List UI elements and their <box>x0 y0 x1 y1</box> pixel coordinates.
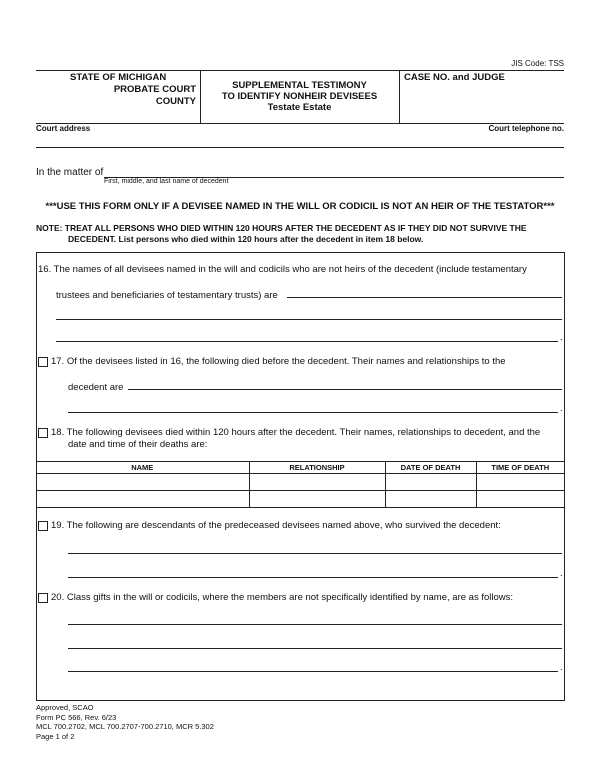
col-header-name: NAME <box>36 462 249 474</box>
item-16-field-line1[interactable] <box>287 297 562 298</box>
item-16-text: 16. The names of all devisees named in the will and codicils who are not heirs of the decedent (include testamentary <box>38 264 527 275</box>
jis-code: JIS Code: TSS <box>511 59 564 68</box>
deaths-table <box>36 461 564 508</box>
footer-form-number: Form PC 566, Rev. 6/23 <box>36 712 117 722</box>
item-16-field-line2[interactable] <box>56 319 562 320</box>
state-label: STATE OF MICHIGAN <box>70 72 167 83</box>
item-20-field-line2[interactable] <box>68 648 562 649</box>
probate-court-label: PROBATE COURT <box>113 84 196 95</box>
item-17-field-line2[interactable] <box>68 412 558 413</box>
footer-statutes: MCL 700.2702, MCL 700.2707-700.2710, MCR 5.302 <box>36 722 214 732</box>
item-18-text-cont: date and time of their deaths are: <box>68 439 208 450</box>
court-address-rule <box>36 147 564 148</box>
item-19-field-line1[interactable] <box>68 553 562 554</box>
item-16-period: . <box>560 332 563 343</box>
form-title-line2: TO IDENTIFY NONHEIR DEVISEES <box>221 91 378 102</box>
form-title <box>200 80 399 113</box>
table-row <box>36 491 564 508</box>
county-label: COUNTY <box>155 96 196 107</box>
item-20-period: . <box>560 662 563 673</box>
note-line1: NOTE: TREAT ALL PERSONS WHO DIED WITHIN 120 HOURS AFTER THE DECEDENT AS IF THEY DID NOT SURVIVE THE <box>36 223 527 233</box>
warning-text: ***USE THIS FORM ONLY IF A DEVISEE NAMED IN THE WILL OR CODICIL IS NOT AN HEIR OF THE TESTATOR*** <box>45 201 555 212</box>
header-top-rule <box>36 70 564 71</box>
header-bottom-rule <box>36 123 564 124</box>
table-row <box>36 474 564 491</box>
name-cell[interactable] <box>36 491 249 508</box>
form-title-line3: Testate Estate <box>267 102 332 113</box>
relationship-cell[interactable] <box>249 474 385 491</box>
footer-approved: Approved, SCAO <box>36 703 94 712</box>
col-header-relationship: RELATIONSHIP <box>249 462 385 474</box>
court-telephone-label: Court telephone no. <box>488 124 564 133</box>
item-19-checkbox[interactable] <box>38 521 48 531</box>
item-20-text: 20. Class gifts in the will or codicils, where the members are not specifically identified by name, are as follows: <box>51 592 514 603</box>
item-18-text: 18. The following devisees died within 120 hours after the decedent. Their names, relationships to decedent, and the <box>51 427 541 438</box>
case-number-label: CASE NO. and JUDGE <box>404 72 505 83</box>
col-header-date-of-death: DATE OF DEATH <box>385 462 476 474</box>
item-16-text-cont: trustees and beneficiaries of testamentary trusts) are <box>56 290 278 301</box>
item-17-field-line1[interactable] <box>128 389 562 390</box>
item-20-field-line3[interactable] <box>68 671 558 672</box>
item-17-text-cont: decedent are <box>68 382 124 393</box>
item-18-checkbox[interactable] <box>38 428 48 438</box>
matter-label: In the matter of <box>36 167 104 178</box>
item-19-text: 19. The following are descendants of the predeceased devisees named above, who survived the decedent: <box>51 520 501 531</box>
item-16-field-line3[interactable] <box>56 341 558 342</box>
form-title-line1: SUPPLEMENTAL TESTIMONY <box>232 80 367 91</box>
item-17-text: 17. Of the devisees listed in 16, the following died before the decedent. Their names and relationships to the <box>51 356 506 367</box>
time-of-death-cell[interactable] <box>476 491 564 508</box>
footer-page-number: Page 1 of 2 <box>36 731 75 741</box>
item-17-period: . <box>560 403 563 414</box>
col-header-time-of-death: TIME OF DEATH <box>476 462 564 474</box>
relationship-cell[interactable] <box>249 491 385 508</box>
court-address-label: Court address <box>36 124 91 133</box>
item-20-field-line1[interactable] <box>68 624 562 625</box>
item-17-checkbox[interactable] <box>38 357 48 367</box>
court-block <box>40 72 196 108</box>
header-divider-right <box>399 70 400 124</box>
date-of-death-cell[interactable] <box>385 474 476 491</box>
item-20-checkbox[interactable] <box>38 593 48 603</box>
item-19-field-line2[interactable] <box>68 577 558 578</box>
time-of-death-cell[interactable] <box>476 474 564 491</box>
date-of-death-cell[interactable] <box>385 491 476 508</box>
name-cell[interactable] <box>36 474 249 491</box>
footer-block <box>36 703 214 741</box>
note-line2: DECEDENT. List persons who died within 120 hours after the decedent in item 18 below. <box>68 234 424 244</box>
decedent-caption: First, middle, and last name of decedent <box>104 178 229 185</box>
item-19-period: . <box>560 568 563 579</box>
